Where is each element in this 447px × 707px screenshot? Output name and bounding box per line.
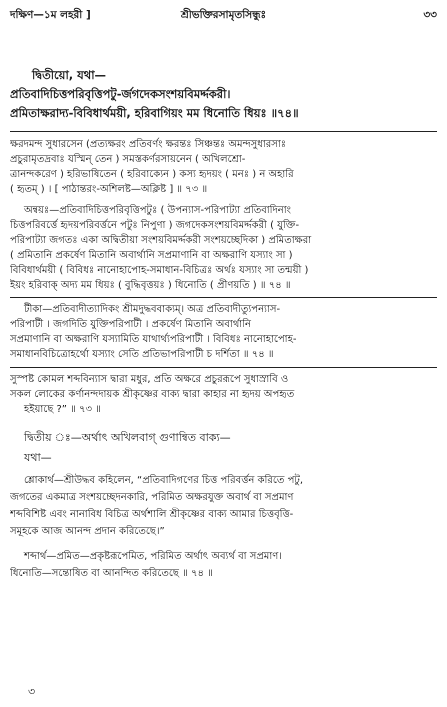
shlokartha-line: সমূহকে আজ আনন্দ প্রদান করিতেছে।” <box>10 526 165 537</box>
divider <box>10 367 437 368</box>
shabdartha-line: শব্দার্থ—প্রমিত—প্রকৃষ্টরূপেমিত, পরিমিত অর্থাৎ অব্যর্থ বা সপ্রমাণ। <box>24 551 282 562</box>
anvaya-line: চিত্তপরিবর্ত্তে হৃদয়পরিবর্ত্তনে পটুঃ নিপুণা ) জগদেকসংশয়বিমর্দ্দকরী ( যুক্তি- <box>10 220 300 231</box>
tika-block <box>10 302 437 362</box>
verse-intro: দ্বিতীয়ো, যথা— <box>32 68 107 82</box>
translation-line: সকল লোকের কর্ণানন্দদায়ক শ্রীকৃষ্ণের বাক্য দ্বারা কাহার না হৃদয় অপহৃত <box>10 389 295 400</box>
commentary-line: ত্রানন্দকরেণ ) হরিভাষিতেন ( হরিবাক্যেন ) কস্য হৃদয়ং ( মনঃ ) ন অহারি <box>10 169 294 180</box>
divider <box>10 131 437 132</box>
tika-line: সমাধানবিচিত্রোহর্থো যস্যাং সেতি প্রতিভাপরিপাটী চ দর্শিতা ॥ ৭৪ ॥ <box>10 349 274 360</box>
anvaya-line: পরিপাট্যা জগতঃ একা অদ্বিতীয়া সংশয়বিমর্দ্দকরী সংশয়চ্ছেদিকা ) প্রমিতাক্ষরা <box>10 235 312 246</box>
translation-line: সুস্পষ্ট কোমল শব্দবিন্যাস দ্বারা মধুর, প্রতি অক্ষরে প্রচুররূপে সুধাস্রাবি ও <box>10 374 289 385</box>
running-header <box>10 8 437 24</box>
yatha-label: যথা— <box>24 451 52 464</box>
tika-line: টীকা—প্রতিবাদীত্যাদিকং শ্রীমদুদ্ধববাক্যম্। অত্র প্রতিবাদীত্যুপন্যাস- <box>24 304 281 315</box>
anvaya-line: ইয়ং হরিবাক্ অদ্য মম ধিয়ঃ ( বুদ্ধিবৃত্তয়ঃ ) ধিনোতি ( প্রীণয়তি ) ॥ ৭৪ ॥ <box>10 280 291 291</box>
verse-line-2: প্রমিতাক্ষরাদ্য-বিবিধার্থময়ী, হরিবাগিয়ং মম ধিনোতি ধিয়ঃ ॥৭৪॥ <box>10 106 299 120</box>
anvaya-line: ( প্রমিতানি প্রকর্ষেণ মিতানি অবার্থানি সপ্রমাণানি বা অক্ষরাণি যস্যাং সা ) <box>10 250 293 261</box>
shlokartha-line: শব্দবিশিষ্ট এবং নানাবিধ বিচিত্র অর্থশালি শ্রীকৃষ্ণের বাক্য আমার চিত্তবৃত্তি- <box>10 509 294 520</box>
header-book-title: শ্রীভক্তিরসামৃতসিন্ধুঃ <box>180 9 267 21</box>
tika-line: পরিপাটী । জগদিতি যুক্তিপরিপাটী । প্রকর্ষেণ মিতানি অবার্থানি <box>10 319 252 330</box>
commentary-line: ক্ষরদমন্দ সুধারসেন (প্রত্যক্ষরং প্রতিবর্ণং ক্ষরন্তঃ সিঞ্চন্তঃ অমন্দসুধারসাঃ <box>10 139 287 150</box>
section-heading: দ্বিতীয় ঃ—অর্থাৎ অখিলবাগ্ গুণান্বিত বাক্য— <box>24 431 231 444</box>
shlokartha-line: শ্লোকার্থ—শ্রীউদ্ধব কহিলেন, “প্রতিবাদিগণের চিত্ত পরিবর্ত্তন করিতে পটু, <box>24 475 303 486</box>
second-section <box>10 428 437 468</box>
verse-block <box>10 66 437 123</box>
anvaya-block <box>10 203 437 293</box>
translation-line: হইয়াছে ?” ॥ ৭৩ ॥ <box>24 404 101 415</box>
anvaya-line: বিবিধার্থময়ী ( বিবিধঃ নানোহাপোহ-সমাধান-বিচিত্রঃ অর্থঃ যস্যাং সা তন্ময়ী ) <box>10 265 309 276</box>
shabdartha-block <box>10 548 437 582</box>
shlokartha-block <box>10 472 437 540</box>
header-page-number: ৩৩ <box>423 9 437 21</box>
commentary-line: ( হৃতম্ ) । [ পাঠান্তরং-অশিলষ্ট—অক্লিষ্ট ] ॥ ৭৩ ॥ <box>10 184 208 195</box>
commentary-line: প্রচুরামৃতদ্রবাঃ যস্মিন্ তেন ) সমস্তকর্ণরসায়নেন ( অখিলশ্রো- <box>10 154 246 165</box>
shlokartha-line: জগতের একমাত্র সংশয়চ্ছেদনকারি, পরিমিত অক্ষরযুক্ত অবার্থ বা সপ্রমাণ <box>10 492 294 503</box>
footer-page-number: ৩ <box>28 685 36 698</box>
divider <box>10 297 437 298</box>
bengali-translation-block <box>10 372 437 417</box>
commentary-block <box>10 137 437 197</box>
header-chapter: দক্ষিণ—১ম লহরী ] <box>10 9 91 21</box>
tika-line: সপ্রমাণানি বা অক্ষরাণি যস্যামিতি যাথার্থ্যপরিপাটী । বিবিধঃ নানোহাপোহ- <box>10 334 297 345</box>
verse-line-1: প্রতিবাদিচিত্তপরিবৃত্তিপটু-র্জগদেকসংশয়বিমর্দ্দকরী। <box>10 87 231 101</box>
anvaya-line: অন্বয়ঃ—প্রতিবাদিচিত্তপরিবৃত্তিপটুঃ ( উপন্যাস-পরিপাট্যা প্রতিবাদিনাং <box>24 205 291 216</box>
shabdartha-line: ধিনোতি—সন্তোষিত বা আনন্দিত করিতেছে ॥ ৭৪ ॥ <box>10 568 213 579</box>
